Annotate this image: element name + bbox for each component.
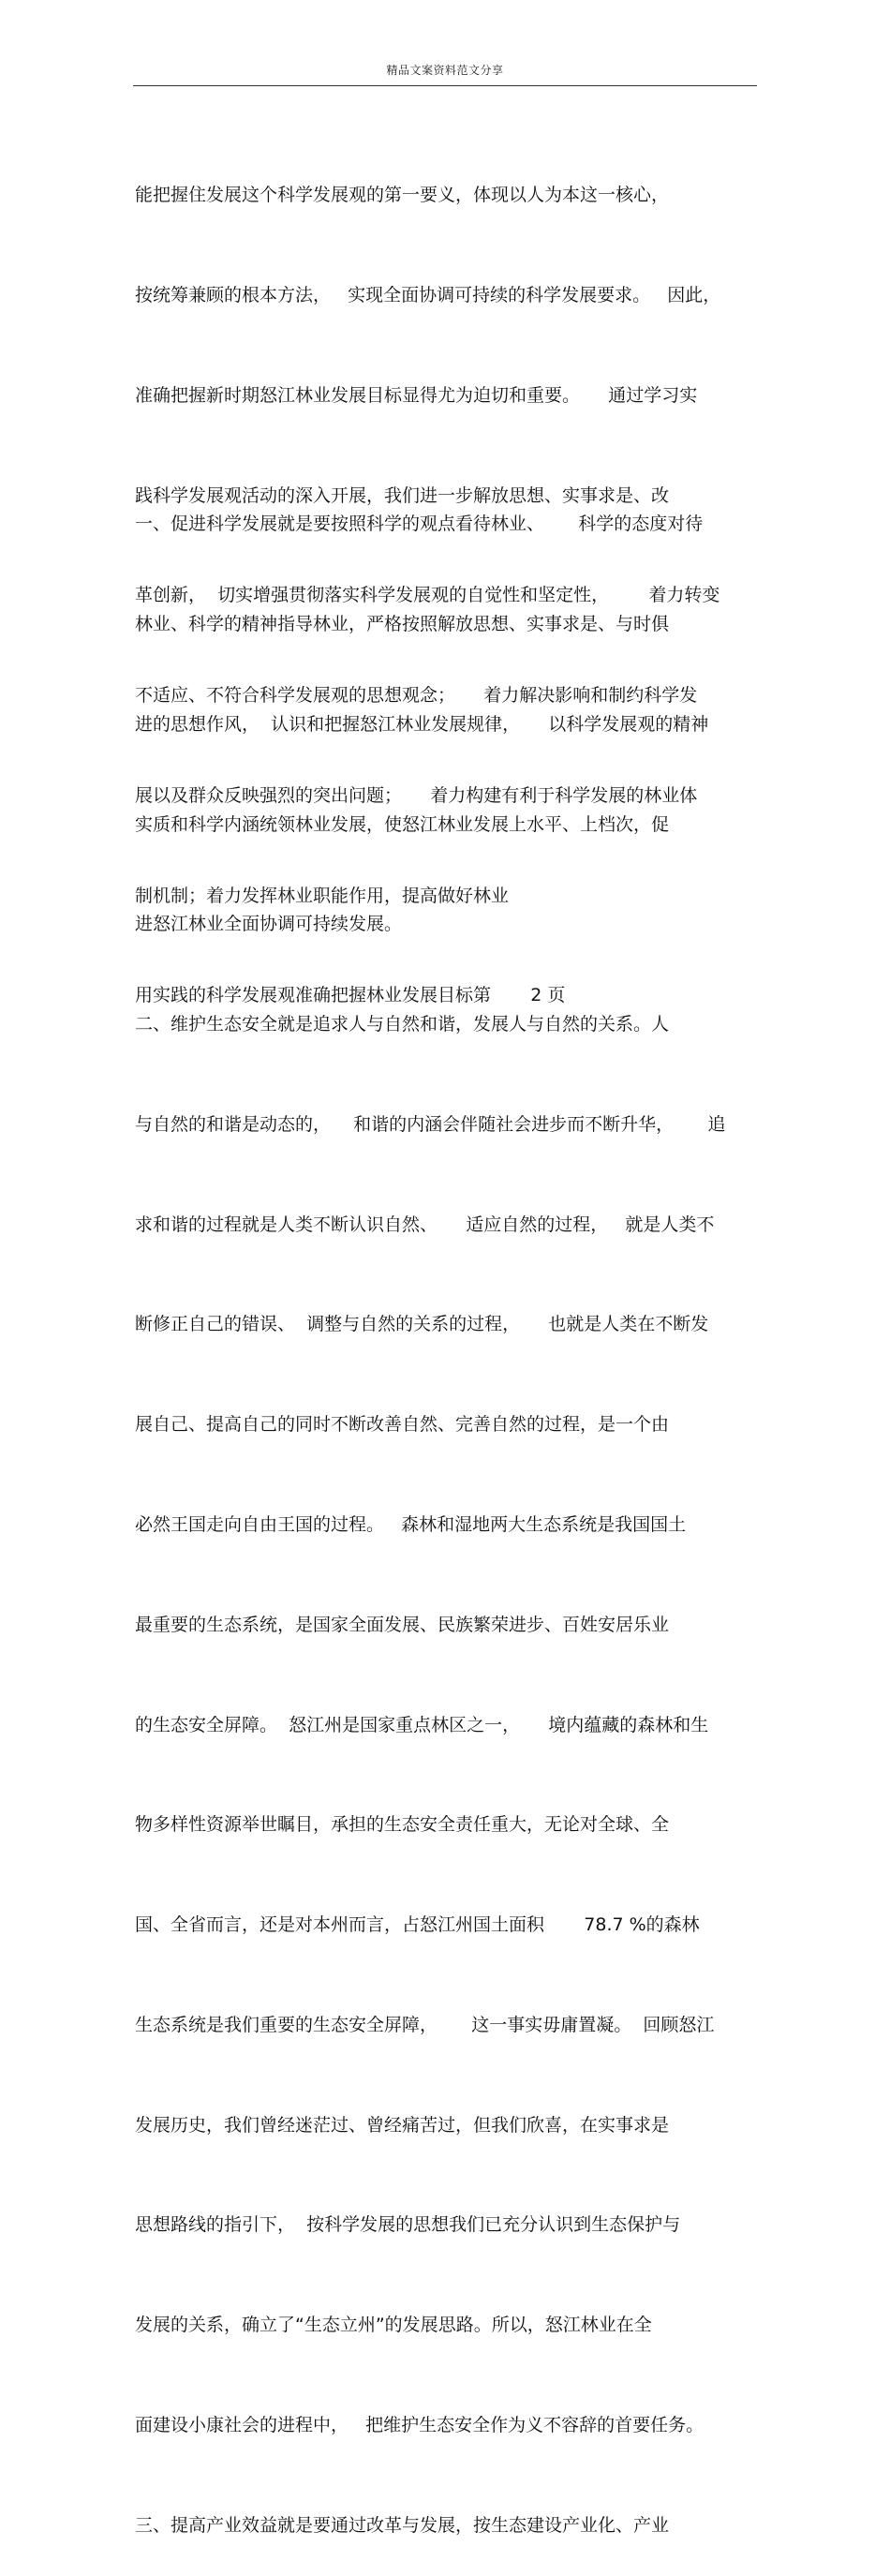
text-line: 践科学发展观活动的深入开展，我们进一步解放思想、实事求是、改 <box>135 484 670 506</box>
text-line: 必然王国走向自由王国的过程。 森林和湿地两大生态系统是我国国土 <box>135 1514 687 1535</box>
text-line: 革创新， 切实增强贯彻落实科学发展观的自觉性和坚定性， 着力转变 <box>135 585 720 606</box>
text-line: 求和谐的过程就是人类不断认识自然、 适应自然的过程， 就是人类不 <box>135 1214 715 1235</box>
section-one-heading-line: 一、促进科学发展就是要按照科学的观点看待林业、 科学的态度对待 <box>135 514 704 535</box>
text-line: 进的思想作风， 认识和把握怒江林业发展规律， 以科学发展观的精神 <box>135 713 709 735</box>
text-line: 展以及群众反映强烈的突出问题； 着力构建有利于科学发展的林业体 <box>135 784 698 806</box>
section-three-heading-line: 三、提高产业效益就是要通过改革与发展，按生态建设产业化、产业 <box>135 2514 670 2536</box>
text-line: 断修正自己的错误、 调整与自然的关系的过程， 也就是人类在不断发 <box>135 1314 709 1335</box>
text-line: 最重要的生态系统，是国家全面发展、民族繁荣进步、百姓安居乐业 <box>135 1614 670 1635</box>
text-line: 面建设小康社会的进程中， 把维护生态安全作为义不容辞的首要任务。 <box>135 2415 705 2436</box>
text-block-lower <box>135 441 772 2576</box>
text-line: 按统筹兼顾的根本方法， 实现全面协调可持续的科学发展要求。 因此， <box>135 284 721 305</box>
text-line: 国、全省而言，还是对本州而言，占怒江州国土面积 78.7 %的森林 <box>135 1914 700 1936</box>
text-line: 实质和科学内涵统领林业发展，使怒江林业发展上水平、上档次，促 <box>135 813 670 835</box>
text-line: 制机制；着力发挥林业职能作用，提高做好林业 <box>135 885 510 906</box>
text-line: 进怒江林业全面协调可持续发展。 <box>135 914 403 935</box>
page-header-title: 精品文案资料范文分享 <box>386 64 504 77</box>
text-line: 与自然的和谐是动态的， 和谐的内涵会伴随社会进步而不断升华， 追 <box>135 1113 726 1135</box>
text-line: 思想路线的指引下， 按科学发展的思想我们已充分认识到生态保护与 <box>135 2214 681 2236</box>
section-two-heading-line: 二、维护生态安全就是追求人与自然和谐，发展人与自然的关系。人 <box>135 1014 670 1035</box>
text-line: 物多样性资源举世瞩目，承担的生态安全责任重大，无论对全球、全 <box>135 1814 670 1836</box>
text-line: 不适应、不符合科学发展观的思想观念； 着力解决影响和制约科学发 <box>135 685 698 707</box>
text-line: 发展历史，我们曾经迷茫过、曾经痛苦过，但我们欣喜，在实事求是 <box>135 2114 670 2136</box>
text-line: 能把握住发展这个科学发展观的第一要义，体现以人为本这一核心， <box>135 185 670 206</box>
header-divider <box>133 85 757 86</box>
text-line: 准确把握新时期怒江林业发展目标显得尤为迫切和重要。 通过学习实 <box>135 384 698 406</box>
text-line: 生态系统是我们重要的生态安全屏障， 这一事实毋庸置凝。 回顾怒江 <box>135 2014 715 2035</box>
text-line: 林业、科学的精神指导林业，严格按照解放思想、实事求是、与时俱 <box>135 613 670 634</box>
page-number-line: 用实践的科学发展观准确把握林业发展目标第 2 页 <box>135 985 566 1006</box>
text-line: 展自己、提高自己的同时不断改善自然、完善自然的过程，是一个由 <box>135 1414 670 1436</box>
text-line: 发展的关系，确立了“生态立州”的发展思路。所以，怒江林业在全 <box>135 2315 652 2336</box>
text-line: 的生态安全屏障。 怒江州是国家重点林区之一， 境内蕴藏的森林和生 <box>135 1714 709 1735</box>
